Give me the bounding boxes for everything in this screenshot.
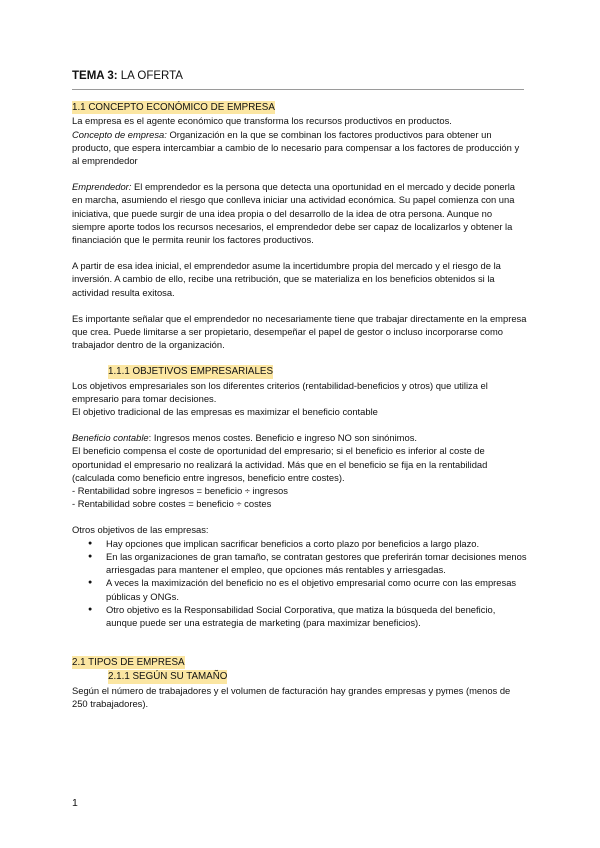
paragraph: Según el número de trabajadores y el volumen de facturación hay grandes empresas y pymes (menos de 250 trabajadores). <box>72 684 511 709</box>
formula-line: - Rentabilidad sobre ingresos = beneficio ÷ ingresos <box>72 485 288 497</box>
paragraph: El beneficio compensa el coste de oportunidad del empresario; si el beneficio es inferior al coste de oportunidad el empresario no realizará la actividad. Más que en el beneficio se fija en la rentabilidad (calculada como beneficio entre ingresos, beneficio entre costes). <box>72 445 488 483</box>
paragraph-beneficio <box>72 431 528 444</box>
section-heading-1-1: 1.1 CONCEPTO ECONÓMICO DE EMPRESA <box>72 102 275 114</box>
paragraph: Los objetivos empresariales son los diferentes criterios (rentabilidad-beneficios y otros) que utiliza el empresario para tomar decisiones. <box>72 379 488 404</box>
title-rest: LA OFERTA <box>117 70 183 82</box>
paragraph: La empresa es el agente económico que transforma los recursos productivos en productos. <box>72 115 452 127</box>
beneficio-label: Beneficio contable <box>72 432 149 444</box>
list-item: ● Hay opciones que implican sacrificar beneficios a corto plazo por beneficios a largo plazo. <box>106 537 528 550</box>
section-heading-2-1: 2.1 TIPOS DE EMPRESA <box>72 657 185 669</box>
paragraph: A partir de esa idea inicial, el emprendedor asume la incertidumbre propia del mercado y el riesgo de la inversión. A cambio de ello, recibe una retribución, que se materializa en los beneficios obtenidos si la actividad resulta exitosa. <box>72 260 501 298</box>
list-item: ● Otro objetivo es la Responsabilidad Social Corporativa, que matiza la búsqueda del beneficio, aunque puede ser una estrategia de marketing (para maximizar beneficios). <box>106 603 528 629</box>
document-page <box>72 70 528 710</box>
page-number: 1 <box>72 797 78 809</box>
section-heading-1-1-1: 1.1.1 OBJETIVOS EMPRESARIALES <box>108 366 273 378</box>
definition-text: Organización en la que se combinan los factores productivos para obtener un producto, que espera intercambiar a cambio de lo necesario para compensar a los factores de producción y al emprendedor <box>72 128 520 167</box>
paragraph: Otros objetivos de las empresas: <box>72 524 209 536</box>
definition-label: Concepto de empresa: <box>72 128 167 140</box>
page-title <box>72 70 528 83</box>
title-rule <box>72 89 524 90</box>
list-item: ● A veces la maximización del beneficio no es el objetivo empresarial como ocurre con las empresas públicas y ONGs. <box>106 576 528 602</box>
paragraph-definition <box>72 128 528 168</box>
paragraph-emprendedor <box>72 180 528 246</box>
title-bold: TEMA 3: <box>72 70 118 82</box>
beneficio-text: : Ingresos menos costes. Beneficio e ingreso NO son sinónimos. <box>148 432 417 444</box>
emprendedor-label: Emprendedor: <box>72 181 132 193</box>
list-item: ● En las organizaciones de gran tamaño, se contratan gestores que preferirán tomar decisiones menos arriesgadas para mantener el empleo, que opciones más rentables y arriesgadas. <box>106 550 528 576</box>
objectives-list <box>72 537 528 629</box>
paragraph: El objetivo tradicional de las empresas es maximizar el beneficio contable <box>72 406 378 418</box>
section-heading-2-1-1: 2.1.1 SEGÚN SU TAMAÑO <box>108 671 228 683</box>
emprendedor-text: El emprendedor es la persona que detecta una oportunidad en el mercado y decide ponerla en marcha, asumiendo el riesgo que conlleva iniciar una actividad económica. Su papel comienza con una iniciativa, que puede surgir de una idea propia o del desarrollo de la idea de otra persona. Aunque no siempre aporte todos los recursos necesarios, el emprendedor debe ser capaz de localizarlos y obtener la financiación que le permita reunir los factores productivos. <box>72 181 516 246</box>
paragraph: Es importante señalar que el emprendedor no necesariamente tiene que trabajar directamente en la empresa que crea. Puede limitarse a ser propietario, desempeñar el papel de gestor o incluso incorporarse como trabajador dentro de la organización. <box>72 312 527 351</box>
formula-line: - Rentabilidad sobre costes = beneficio ÷ costes <box>72 498 272 510</box>
